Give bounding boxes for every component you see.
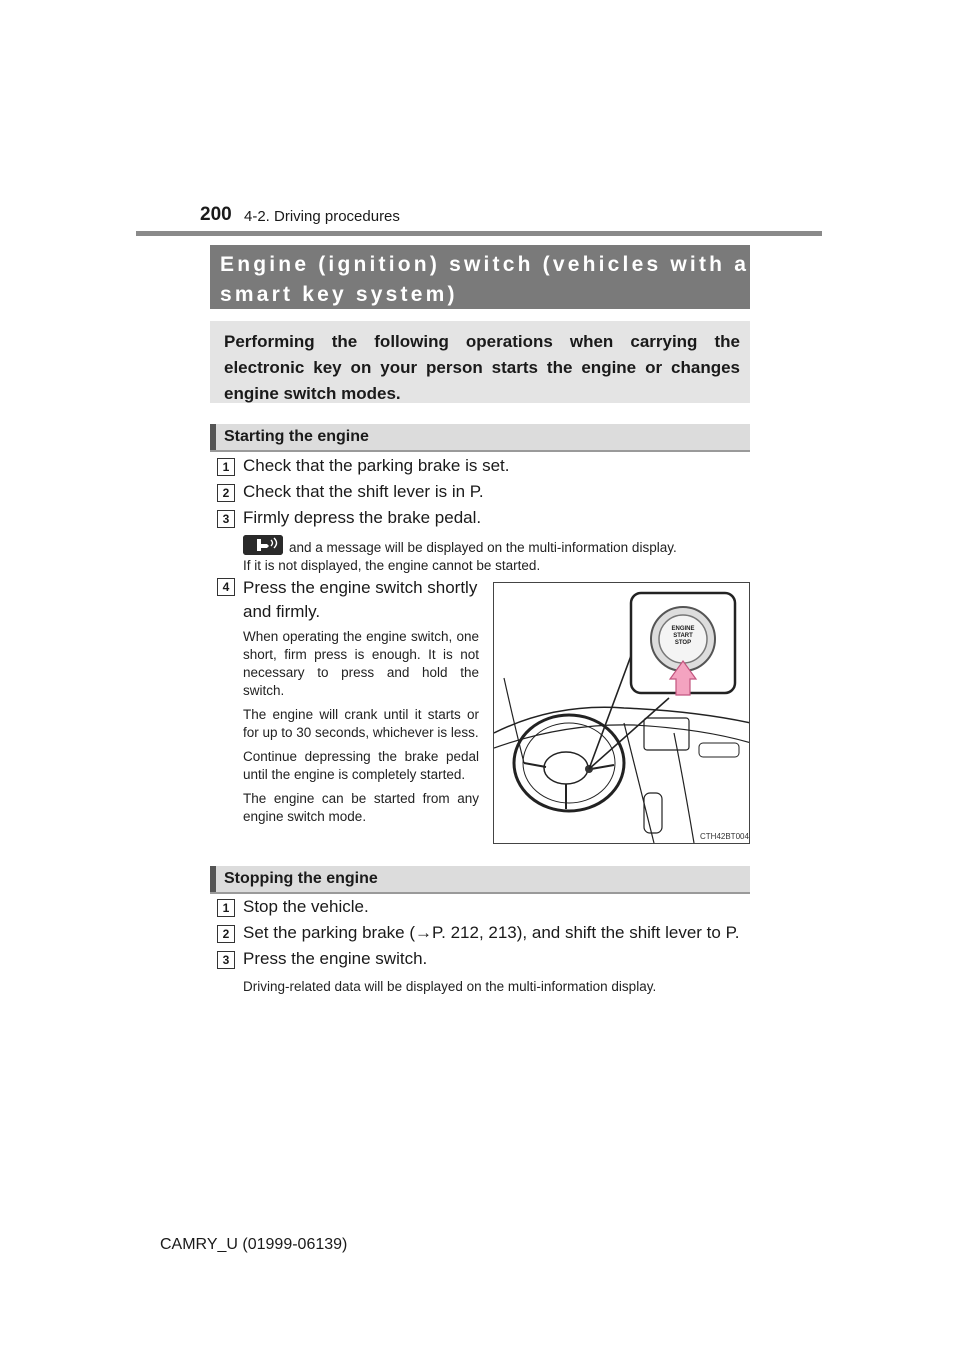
step-3-note <box>243 535 743 575</box>
stopping-note: Driving-related data will be displayed on the multi-information display. <box>243 979 657 994</box>
step-text: Press the engine switch shortly and firmly. <box>243 578 478 621</box>
step-4-notes <box>243 628 479 832</box>
button-line: ENGINE <box>671 626 695 632</box>
step-text: Press the engine switch. <box>243 949 428 968</box>
engine-switch-button-label <box>666 626 700 647</box>
step-text: Set the parking brake (→P. 212, 213), and shift the shift lever to P. <box>243 923 740 942</box>
step-text: Stop the vehicle. <box>243 897 369 916</box>
step-4-note: The engine will crank until it starts or for up to 30 seconds, whichever is less. <box>243 707 479 740</box>
step-number-badge: 1 <box>217 899 235 917</box>
section-label: 4-2. Driving procedures <box>244 208 400 225</box>
subheading-marker <box>210 866 216 892</box>
intro-text: Performing the following operations when carrying the electronic key on your person starts the engine or changes engine switch modes. <box>224 332 740 403</box>
footer-model-code: CAMRY_U (01999-06139) <box>160 1236 348 1253</box>
figure-code: CTH42BT004 <box>700 832 749 841</box>
step-number-badge: 4 <box>217 578 235 596</box>
step-4-note: The engine can be started from any engine switch mode. <box>243 791 479 824</box>
step-4-note: When operating the engine switch, one short, firm press is enough. It is not necessary to press and hold the switch. <box>243 629 479 698</box>
subheading-marker <box>210 424 216 450</box>
step-text: Check that the shift lever is in P. <box>243 482 484 501</box>
step-number-badge: 1 <box>217 458 235 476</box>
header-divider <box>136 231 822 236</box>
page-number: 200 <box>200 204 232 225</box>
step-3-note-a: and a message will be displayed on the multi-information display. <box>289 540 677 555</box>
step-4-note: Continue depressing the brake pedal until the engine is completely started. <box>243 749 479 782</box>
step-number-badge: 2 <box>217 484 235 502</box>
step-text: Firmly depress the brake pedal. <box>243 508 482 527</box>
step-number-badge: 3 <box>217 951 235 969</box>
subheading-text: Starting the engine <box>224 428 369 445</box>
button-line: START <box>673 633 693 639</box>
step-3-note-b: If it is not displayed, the engine cannot be started. <box>243 558 541 573</box>
button-line: STOP <box>674 640 692 646</box>
subheading-stopping <box>210 866 750 894</box>
step-number-badge: 3 <box>217 510 235 528</box>
step-number-badge: 2 <box>217 925 235 943</box>
subheading-text: Stopping the engine <box>224 870 378 887</box>
dashboard-illustration <box>493 582 750 844</box>
key-indicator-icon <box>243 535 283 555</box>
subheading-starting <box>210 424 750 452</box>
dashboard-drawing <box>494 583 750 844</box>
page-title: Engine (ignition) switch (vehicles with a smart key system) <box>220 253 750 306</box>
step-text: Check that the parking brake is set. <box>243 456 510 475</box>
